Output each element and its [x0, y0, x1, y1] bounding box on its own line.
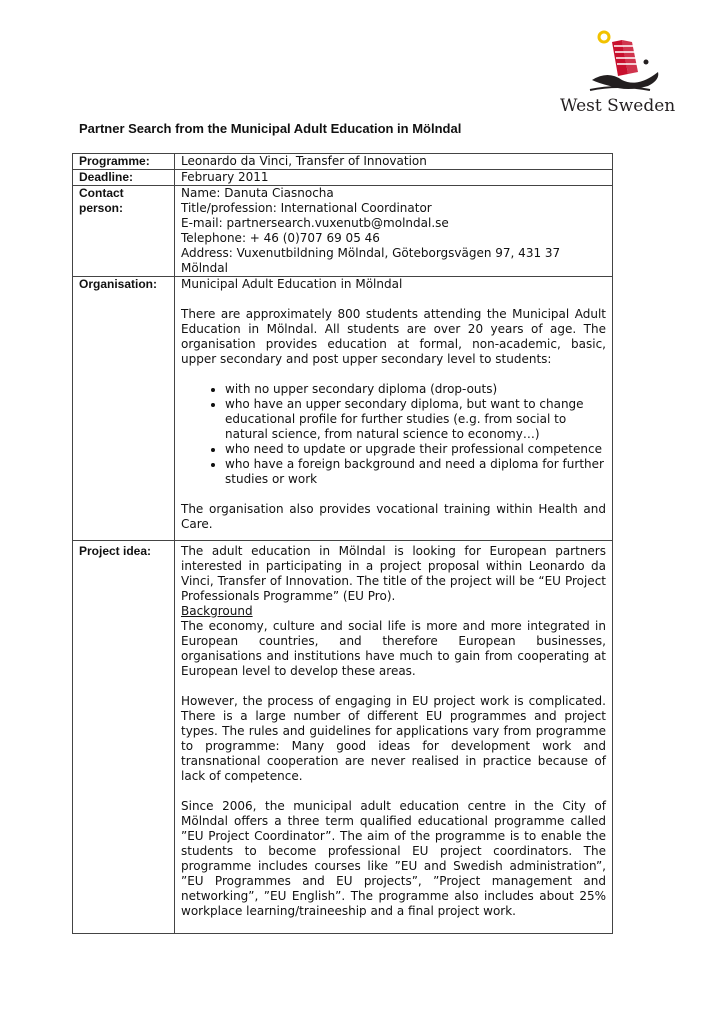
organisation-value — [175, 277, 613, 541]
background-heading: Background — [181, 604, 253, 618]
deadline-value: February 2011 — [175, 170, 613, 186]
project-label: Project idea: — [73, 541, 175, 934]
list-item: • who need to update or upgrade their professional competence — [225, 442, 606, 457]
table-row-contact — [73, 186, 613, 277]
student-groups-list — [181, 382, 606, 487]
organisation-name: Municipal Adult Education in Mölndal — [181, 277, 403, 291]
programme-value: Leonardo da Vinci, Transfer of Innovation — [175, 154, 613, 170]
project-value — [175, 541, 613, 934]
table-row-organisation — [73, 277, 613, 541]
organisation-intro: There are approximately 800 students attending the Municipal Adult Education in Mölndal. All students are over 20 years of age. The organisation provides education at formal, non-academic, basic, upper secondary and post upper secondary level to students: — [181, 307, 606, 366]
contact-address: Address: Vuxenutbildning Mölndal, Göteborgsvägen 97, 431 37 Mölndal — [181, 246, 561, 275]
organisation-closing: The organisation also provides vocational training within Health and Care. — [181, 502, 606, 531]
background-text: The economy, culture and social life is more and more integrated in European countries, and therefore European businesses, organisations and institutions have much to gain from cooperating at European level to develop these areas. — [181, 619, 606, 678]
contact-telephone: Telephone: + 46 (0)707 69 05 46 — [181, 231, 380, 245]
programme-label: Programme: — [73, 154, 175, 170]
viking-ship-icon — [588, 28, 668, 98]
contact-title: Title/profession: International Coordinator — [181, 201, 432, 215]
deadline-label: Deadline: — [73, 170, 175, 186]
contact-email[interactable]: E-mail: partnersearch.vuxenutb@molndal.se — [181, 216, 449, 230]
table-row-project — [73, 541, 613, 934]
list-item: • who have a foreign background and need a diploma for further studies or work — [225, 457, 606, 487]
page-title: Partner Search from the Municipal Adult Education in Mölndal — [79, 121, 462, 136]
contact-label: Contact person: — [73, 186, 175, 277]
contact-name: Name: Danuta Ciasnocha — [181, 186, 334, 200]
contact-value — [175, 186, 613, 277]
partner-search-table — [72, 153, 613, 934]
list-item: • with no upper secondary diploma (drop-outs) — [225, 382, 606, 397]
table-row-programme — [73, 154, 613, 170]
project-intro: The adult education in Mölndal is looking for European partners interested in participating in a project proposal within Leonardo da Vinci, Transfer of Innovation. The title of the project will be “EU Project Professionals Programme” (EU Pro). — [181, 544, 606, 603]
brand-name: West Sweden — [560, 96, 676, 116]
table-row-deadline — [73, 170, 613, 186]
organisation-label: Organisation: — [73, 277, 175, 541]
since-paragraph: Since 2006, the municipal adult education centre in the City of Mölndal offers a three term qualified educational programme called ”EU Project Coordinator”. The aim of the programme is to enable the students to become professional EU project coordinators. The programme includes courses like ”EU and Swedish administration”, ”EU Programmes and EU projects”, ”Project management and networking”, ”EU English”. The programme also includes about 25% workplace learning/traineeship and a final project work. — [181, 799, 606, 918]
list-item: • who have an upper secondary diploma, but want to change educational profile for further studies (e.g. from social to natural science, from natural science to economy…) — [225, 397, 606, 442]
west-sweden-logo — [558, 28, 693, 120]
however-paragraph: However, the process of engaging in EU project work is complicated. There is a large number of different EU programmes and project types. The rules and guidelines for applications vary from programme to programme: Many good ideas for development work and transnational cooperation are never realised in practice because of lack of competence. — [181, 694, 606, 783]
